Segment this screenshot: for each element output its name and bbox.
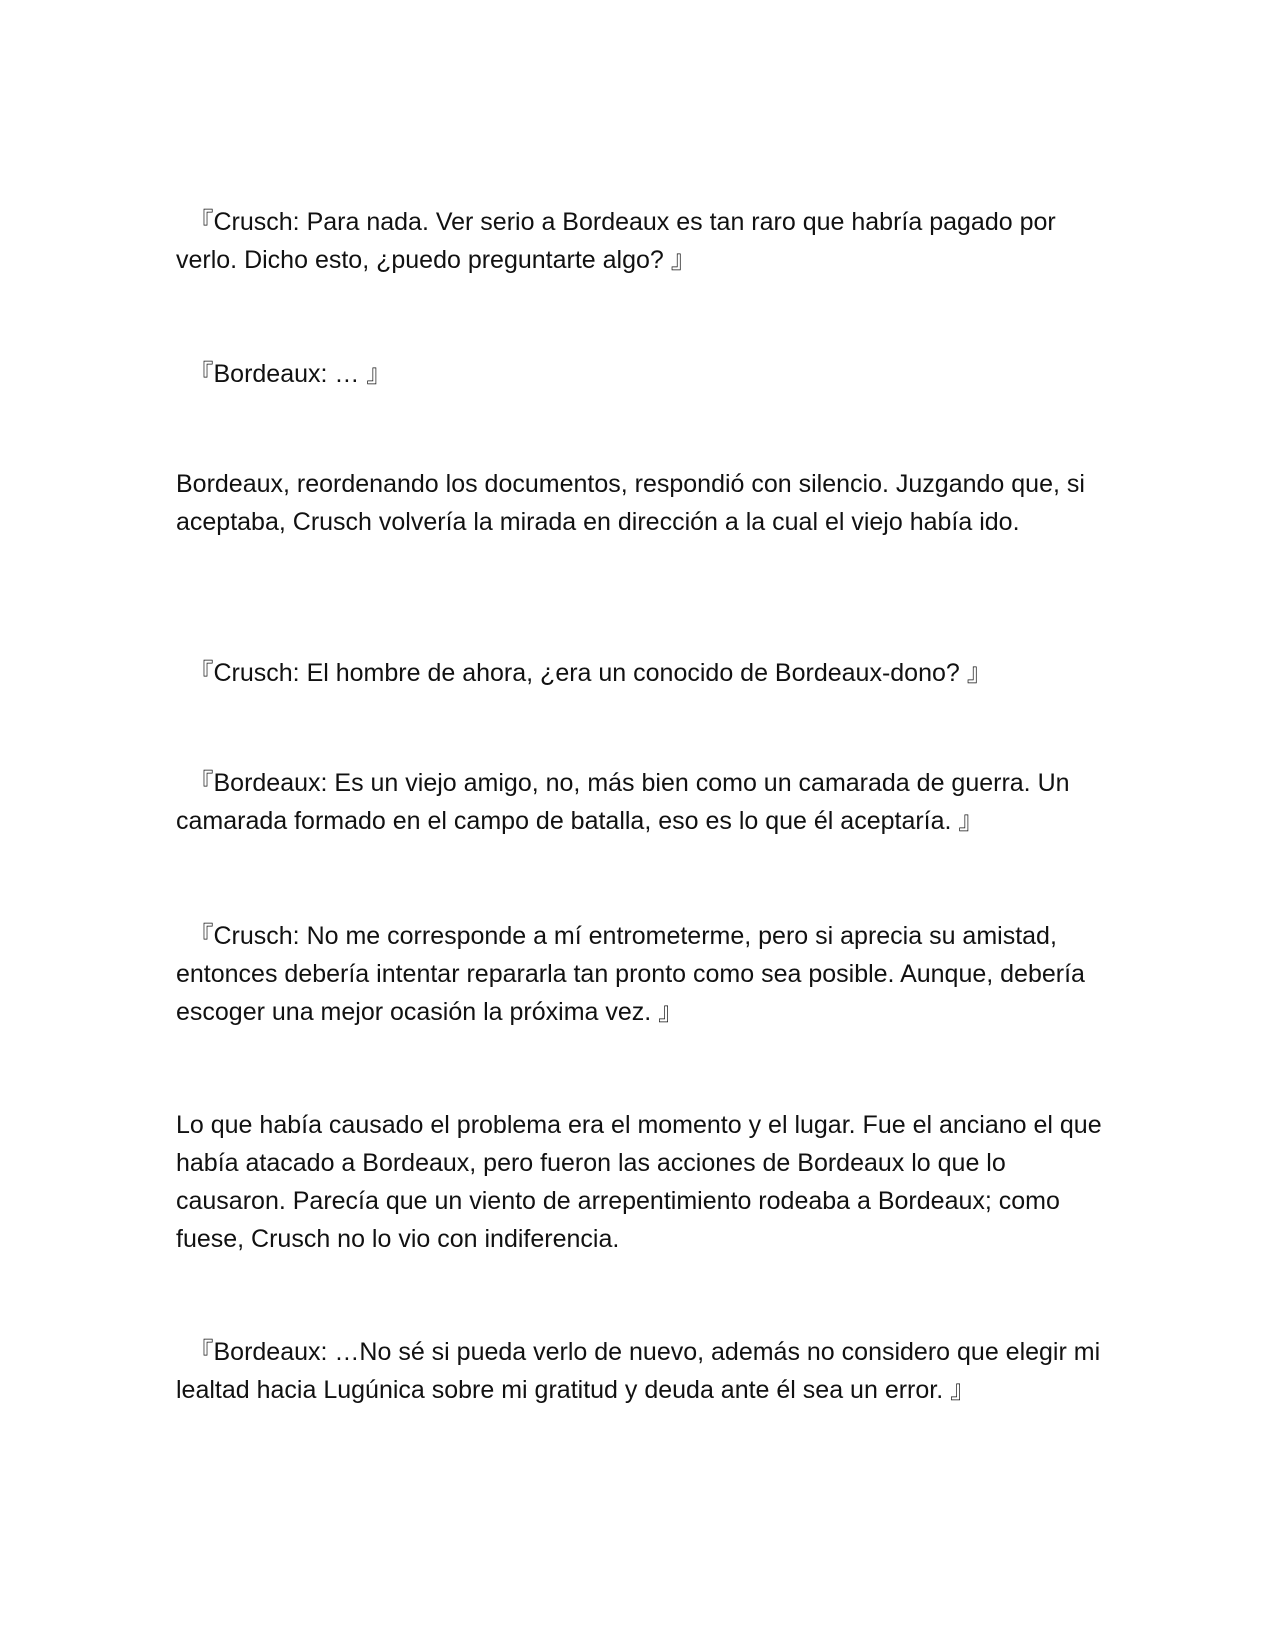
narration-1: Bordeaux, reordenando los documentos, respondió con silencio. Juzgando que, si aceptaba, Crusch volvería la mirada en dirección a la cual el viejo había ido. bbox=[176, 470, 1085, 536]
dialogue-crusch-3: 『Crusch: No me corresponde a mí entrometerme, pero si aprecia su amistad, entonces debería intentar repararla tan pronto como sea posible. Aunque, debería escoger una mejor ocasión la próxima vez. 』 bbox=[176, 922, 1085, 1026]
narration-2: Lo que había causado el problema era el momento y el lugar. Fue el anciano el que había atacado a Bordeaux, pero fueron las acciones de Bordeaux lo que lo causaron. Parecía que un viento de arrepentimiento rodeaba a Bordeaux; como fuese, Crusch no lo vio con indiferencia. bbox=[176, 1111, 1102, 1253]
dialogue-bordeaux-3: 『Bordeaux: …No sé si pueda verlo de nuevo, además no considero que elegir mi lealtad hacia Lugúnica sobre mi gratitud y deuda ante él sea un error. 』 bbox=[176, 1338, 1101, 1404]
dialogue-bordeaux-2: 『Bordeaux: Es un viejo amigo, no, más bien como un camarada de guerra. Un camarada formado en el campo de batalla, eso es lo que él aceptaría. 』 bbox=[176, 769, 1070, 835]
dialogue-crusch-1: 『Crusch: Para nada. Ver serio a Bordeaux es tan raro que habría pagado por verlo. Dicho esto, ¿puedo preguntarte algo? 』 bbox=[176, 208, 1056, 274]
dialogue-crusch-2: 『Crusch: El hombre de ahora, ¿era un conocido de Bordeaux-dono? 』 bbox=[176, 659, 992, 687]
dialogue-bordeaux-1: 『Bordeaux: … 』 bbox=[176, 360, 392, 388]
